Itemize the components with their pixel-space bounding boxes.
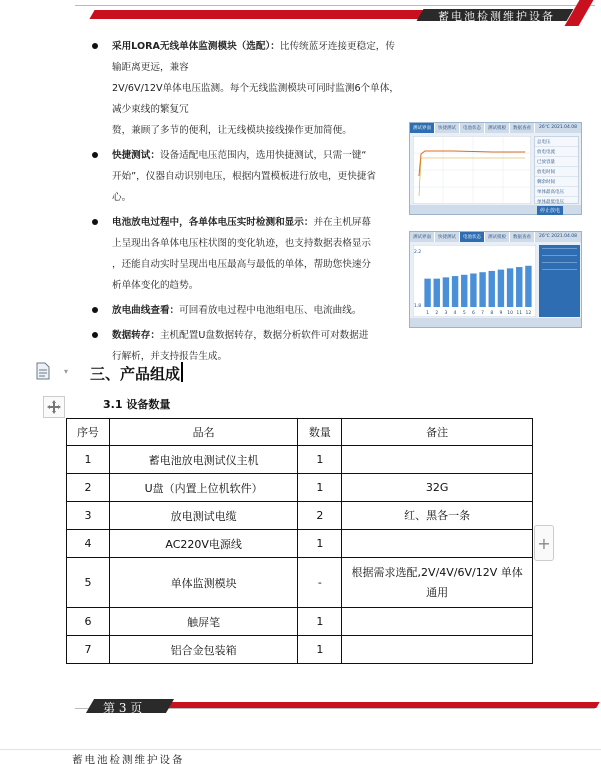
cell-voltage-bar: [424, 279, 430, 307]
row-index: 6: [67, 608, 110, 636]
screen-tab[interactable]: 测试模板: [485, 232, 510, 242]
screen-tab[interactable]: 快捷测试: [435, 123, 460, 133]
row-note: [342, 530, 533, 558]
x-tick-label: 1: [426, 311, 430, 316]
bullet-lead: 采用LORA无线单体监测模块（选配）：: [112, 41, 280, 52]
screen1-curve-chart: [413, 136, 531, 204]
bullet-lead: 电池放电过程中，各单体电压实时检测和显示：: [112, 217, 314, 228]
row-quantity: -: [298, 558, 342, 608]
row-item-name: U盘（内置上位机软件）: [109, 474, 298, 502]
row-index: 5: [67, 558, 110, 608]
screen1-info-panel: [534, 136, 579, 204]
y-tick-label: 1.8: [414, 304, 422, 309]
panel-row: 单体最高电压: [535, 187, 578, 197]
screenshot-cell-voltage: [409, 231, 582, 328]
table-row: [67, 502, 533, 530]
feature-bullet: [90, 325, 402, 367]
header-qty: 数量: [298, 419, 342, 446]
feature-list: [90, 36, 402, 371]
bullet-text: ，还能自动实时呈现出电压最高与最低的单体，帮助您快速分: [112, 259, 372, 270]
screen2-timestamp: 26℃ 2021.04.08: [539, 234, 577, 239]
add-column-button[interactable]: +: [534, 525, 554, 561]
panel-row: 单体最低电压: [535, 197, 578, 207]
screen2-bar-chart: [413, 245, 536, 317]
sub-section-title: 3.1 设备数量: [103, 398, 171, 411]
cell-voltage-bar: [507, 268, 513, 307]
bullet-text: 主机配置U盘数据转存，数据分析软件可对数据进: [159, 330, 369, 341]
row-index: 3: [67, 502, 110, 530]
equipment-table: [66, 418, 533, 664]
screen-tab[interactable]: 快捷测试: [435, 232, 460, 242]
row-index: 1: [67, 446, 110, 474]
panel-row: 放电时间: [535, 167, 578, 177]
screenshot-discharge-curve: [409, 122, 582, 215]
x-tick-label: 2: [435, 311, 439, 316]
row-index: 7: [67, 636, 110, 664]
bullet-text: 开始”，仪器自动识别电压，根据内置模板进行放电，更快捷省: [112, 171, 377, 182]
panel-row: 总电压: [535, 137, 578, 147]
bullet-text: 设备适配电压范围内，选用快捷测试，只需一键“: [159, 150, 367, 161]
section-title: 三、产品组成: [90, 365, 181, 383]
header-rule: [75, 5, 595, 6]
bullet-text: 析单体变化的趋势。: [112, 280, 199, 291]
cell-voltage-bar: [452, 276, 458, 307]
row-note: [342, 608, 533, 636]
bullet-lead: 放电曲线查看：: [112, 305, 180, 316]
page-header: [0, 0, 601, 34]
bullet-lead: 快捷测试：: [112, 150, 160, 161]
bullet-text: 上呈现出各单体电压柱状图的变化轨迹，也支持数据表格显示: [112, 238, 372, 249]
row-item-name: 放电测试电缆: [109, 502, 298, 530]
screen-tab[interactable]: 电池状态: [460, 123, 485, 133]
bullet-dot-icon: [92, 43, 98, 49]
bullet-text: 可回看放电过程中电池组电压、电流曲线。: [179, 305, 362, 316]
footer-red-stripe: [166, 702, 599, 708]
feature-bullet: [90, 145, 402, 208]
screen-tab[interactable]: 测试界面: [410, 232, 435, 242]
feature-bullet: [90, 212, 402, 296]
row-index: 2: [67, 474, 110, 502]
table-row: [67, 446, 533, 474]
cell-voltage-bar: [479, 272, 485, 307]
next-page-header-title: 蓄电池检测维护设备: [72, 754, 185, 764]
bullet-text: 比传统蓝牙连接更稳定，传输距离更远，兼容: [112, 41, 395, 73]
feature-bullet: [90, 300, 402, 321]
header-name: 品名: [109, 419, 298, 446]
cell-voltage-bar: [525, 266, 531, 307]
row-note: 根据需求选配,2V/4V/6V/12V 单体通用: [342, 558, 533, 608]
screen1-timestamp: 26℃ 2021.04.08: [539, 125, 577, 130]
screen-tab[interactable]: 数据查看: [510, 123, 535, 133]
x-tick-label: 4: [453, 311, 457, 316]
header-title: 蓄电池检测维护设备: [438, 10, 555, 23]
row-quantity: 1: [298, 474, 342, 502]
table-row: [67, 474, 533, 502]
panel-row: 剩余时间: [535, 177, 578, 187]
screen2-footer: [410, 318, 581, 327]
row-item-name: 铝合金包装箱: [109, 636, 298, 664]
cell-voltage-bar: [516, 267, 522, 307]
cell-voltage-bar: [443, 277, 449, 307]
cell-voltage-bar: [470, 273, 476, 307]
row-item-name: 蓄电池放电测试仪主机: [109, 446, 298, 474]
header-index: 序号: [67, 419, 110, 446]
table-row: [67, 636, 533, 664]
panel-row: 放电电流: [535, 147, 578, 157]
screen-tab[interactable]: 测试界面: [410, 123, 435, 133]
row-note: [342, 636, 533, 664]
screen-tab[interactable]: 电池状态: [460, 232, 485, 242]
header-red-stripe: [89, 10, 424, 19]
row-note: [342, 446, 533, 474]
bullet-text: 2V/6V/12V单体电压监测。每个无线监测模块可同时监测6个单体，减少束线的繁复冗: [112, 83, 399, 115]
row-note: 红、黑各一条: [342, 502, 533, 530]
row-item-name: 单体监测模块: [109, 558, 298, 608]
x-tick-label: 11: [516, 311, 523, 316]
cell-voltage-bar: [461, 275, 467, 307]
y-tick-label: 2.2: [414, 250, 422, 255]
screen-tab[interactable]: 数据查看: [510, 232, 535, 242]
bullet-dot-icon: [92, 332, 98, 338]
bullet-dot-icon: [92, 219, 98, 225]
x-tick-label: 3: [444, 311, 448, 316]
row-note: 32G: [342, 474, 533, 502]
text-cursor: [181, 362, 183, 382]
table-header-row: [67, 419, 533, 446]
screen1-footer: [410, 205, 581, 214]
bullet-text: 赘，兼顾了多节的便利，让无线模块接线操作更加简便。: [112, 125, 352, 136]
table-row: [67, 530, 533, 558]
panel-row: 已放容量: [535, 157, 578, 167]
table-row: [67, 558, 533, 608]
cell-voltage-bar: [489, 271, 495, 307]
table-move-handle-icon[interactable]: [43, 396, 65, 418]
x-tick-label: 10: [507, 311, 513, 316]
screen1-stop-button[interactable]: 停止放电: [537, 206, 563, 215]
x-tick-label: 12: [525, 311, 532, 316]
row-quantity: 2: [298, 502, 342, 530]
document-outline-icon[interactable]: [36, 362, 50, 380]
row-quantity: 1: [298, 608, 342, 636]
screen-tab[interactable]: 测试模板: [485, 123, 510, 133]
bullet-lead: 数据转存：: [112, 330, 160, 341]
cell-voltage-bar: [498, 270, 504, 307]
row-item-name: 触屏笔: [109, 608, 298, 636]
x-tick-label: 6: [471, 311, 475, 316]
screen2-stats-panel: [539, 245, 580, 317]
page-number: 第 3 页: [103, 701, 143, 715]
page-break-line: [0, 749, 601, 750]
x-tick-label: 7: [481, 311, 485, 316]
cell-voltage-bar: [434, 279, 440, 307]
bullet-dot-icon: [92, 152, 98, 158]
x-tick-label: 9: [499, 311, 503, 316]
row-item-name: AC220V电源线: [109, 530, 298, 558]
header-note: 备注: [342, 419, 533, 446]
bullet-dot-icon: [92, 307, 98, 313]
feature-bullet: [90, 36, 402, 141]
row-quantity: 1: [298, 446, 342, 474]
x-tick-label: 5: [462, 311, 466, 316]
bullet-text: 心。: [112, 192, 132, 203]
bullet-text: 并在主机屏幕: [313, 217, 372, 228]
collapse-caret-icon[interactable]: ▾: [64, 367, 69, 376]
row-index: 4: [67, 530, 110, 558]
row-quantity: 1: [298, 530, 342, 558]
table-row: [67, 608, 533, 636]
row-quantity: 1: [298, 636, 342, 664]
bullet-text: 行解析，并支持报告生成。: [112, 351, 228, 362]
x-tick-label: 8: [490, 311, 494, 316]
